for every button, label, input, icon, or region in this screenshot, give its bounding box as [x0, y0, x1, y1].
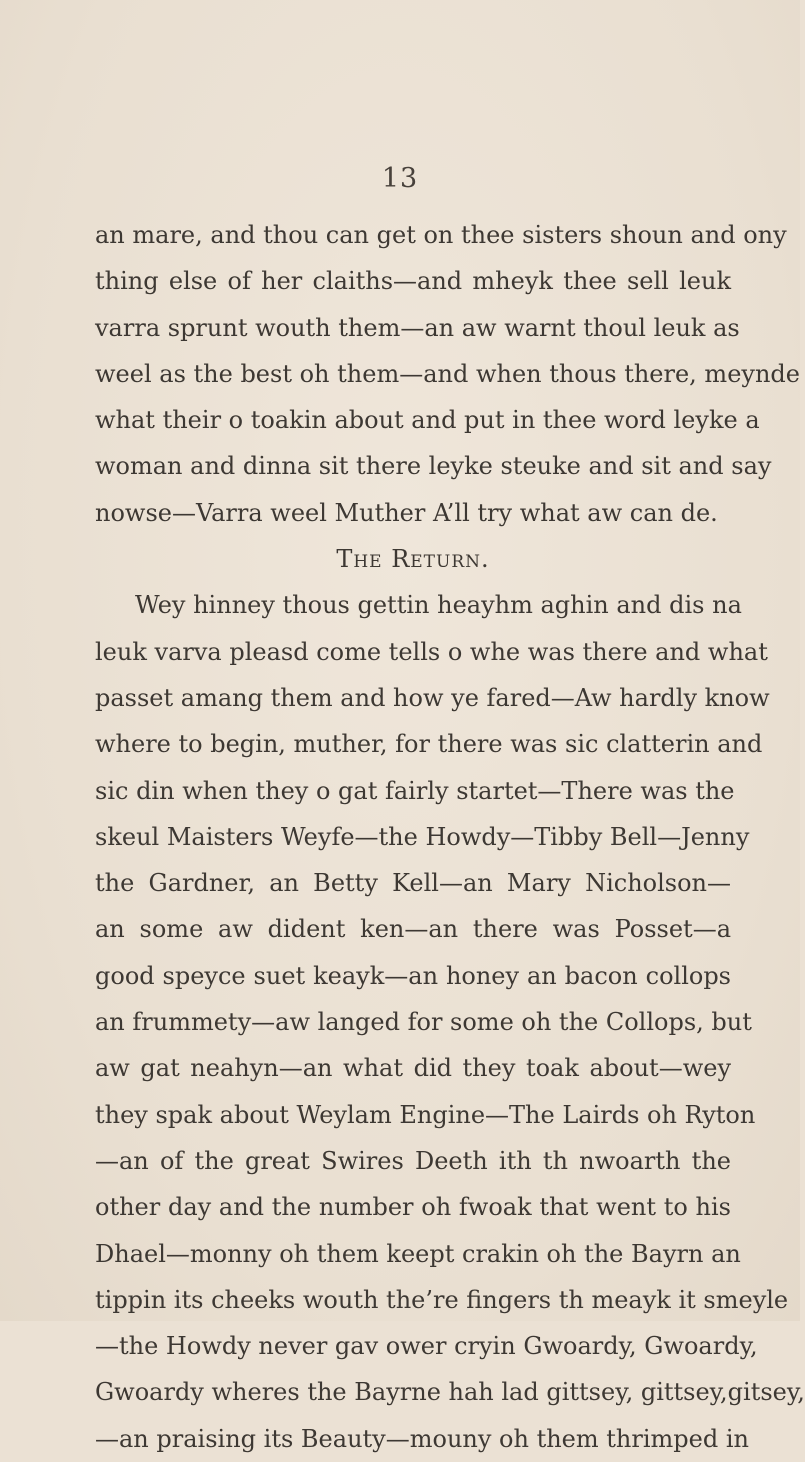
text-line: aw gat neahyn—an what did they toak about—wey [95, 1054, 731, 1083]
text-line: —the Howdy never gav ower cryin Gwoardy, Gwoardy, [95, 1332, 758, 1361]
text-line: good speyce suet keayk—an honey an bacon collops [95, 961, 731, 990]
text-line: the Gardner, an Betty Kell—an Mary Nicholson— [95, 869, 731, 898]
text-line: Wey hinney thous gettin heayhm aghin and dis na [135, 591, 742, 620]
text-line: sic din when they o gat fairly startet—There was the [95, 776, 735, 805]
text-line: —an praising its Beauty—mouny oh them thrimped in [95, 1424, 749, 1453]
text-line: skeul Maisters Weyfe—the Howdy—Tibby Bell—Jenny [95, 822, 750, 851]
text-line: an mare, and thou can get on thee sisters shoun and ony [95, 221, 787, 249]
page-text [95, 212, 805, 1462]
section-heading: The Return. [336, 545, 490, 574]
text-line: woman and dinna sit there leyke steuke and sit and say [95, 452, 772, 481]
text-line: they spak about Weylam Engine—The Lairds oh Ryton [95, 1100, 756, 1129]
paragraph-dialogue [95, 212, 800, 536]
text-line: —an of the great Swires Deeth ith th nwoarth the [95, 1146, 731, 1175]
paragraph-return [95, 582, 805, 1462]
text-line: Dhael—monny oh them keept crakin oh the Bayrn an [95, 1239, 741, 1268]
text-line: varra sprunt wouth them—an aw warnt thoul leuk as [95, 313, 740, 342]
text-line: tippin its cheeks wouth the’re fingers th meayk it smeyle [95, 1285, 789, 1314]
text-line: weel as the best oh them—and when thous there, meynde [95, 359, 800, 388]
text-line: passet amang them and how ye fared—Aw hardly know [95, 683, 770, 712]
text-line: other day and the number oh fwoak that went to his [95, 1193, 731, 1222]
text-line: an some aw dident ken—an there was Posset—a [95, 915, 731, 944]
text-line: an frummety—aw langed for some oh the Collops, but [95, 1008, 752, 1037]
text-line: nowse—Varra weel Muther A’ll try what aw can de. [95, 498, 718, 527]
text-line: where to begin, muther, for there was sic clatterin and [95, 730, 763, 759]
page-number: 13 [381, 163, 419, 194]
text-line: thing else of her claiths—and mheyk thee sell leuk [95, 267, 731, 296]
text-line: Gwoardy wheres the Bayrne hah lad gittsey, gittsey,gitsey, [95, 1378, 805, 1407]
text-line: what their o toakin about and put in thee word leyke a [95, 406, 760, 435]
text-line: leuk varva pleasd come tells o whe was there and what [95, 637, 768, 666]
